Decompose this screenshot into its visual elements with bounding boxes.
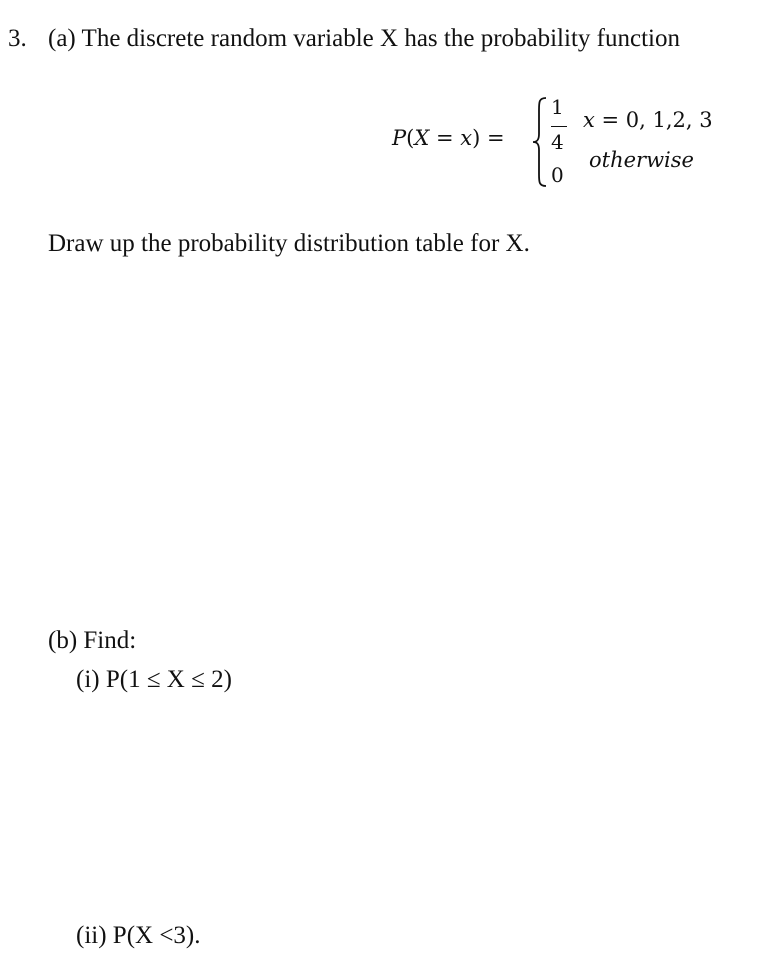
case1-condition-var: x: [583, 108, 595, 132]
case1-numerator: 1: [551, 95, 564, 119]
case1-condition: [583, 107, 713, 133]
case2-condition: otherwise: [589, 148, 694, 172]
part-a-statement: (a) The discrete random variable X has the probability function: [48, 25, 680, 52]
formula-var-x: x: [460, 126, 473, 150]
formula-open-paren: (: [406, 126, 415, 150]
sub-question-ii: (ii) P(X <3).: [76, 922, 201, 949]
question-number: 3.: [8, 25, 27, 52]
formula-lhs: [392, 124, 505, 152]
piecewise-brace-icon: [532, 96, 548, 188]
fraction-bar: [551, 126, 567, 127]
formula-equals: =: [429, 126, 461, 150]
formula-p: P: [392, 126, 407, 150]
instruction-text: Draw up the probability distribution table for X.: [48, 230, 530, 257]
formula-close-equals: ) =: [472, 126, 505, 150]
part-b-label: (b) Find:: [48, 627, 137, 654]
case2-value: 0: [551, 163, 564, 187]
sub-question-i: (i) P(1 ≤ X ≤ 2): [76, 666, 232, 693]
case1-denominator: 4: [551, 130, 564, 154]
formula-var-X: X: [414, 126, 430, 150]
case1-condition-values: = 0, 1,2, 3: [594, 108, 713, 132]
